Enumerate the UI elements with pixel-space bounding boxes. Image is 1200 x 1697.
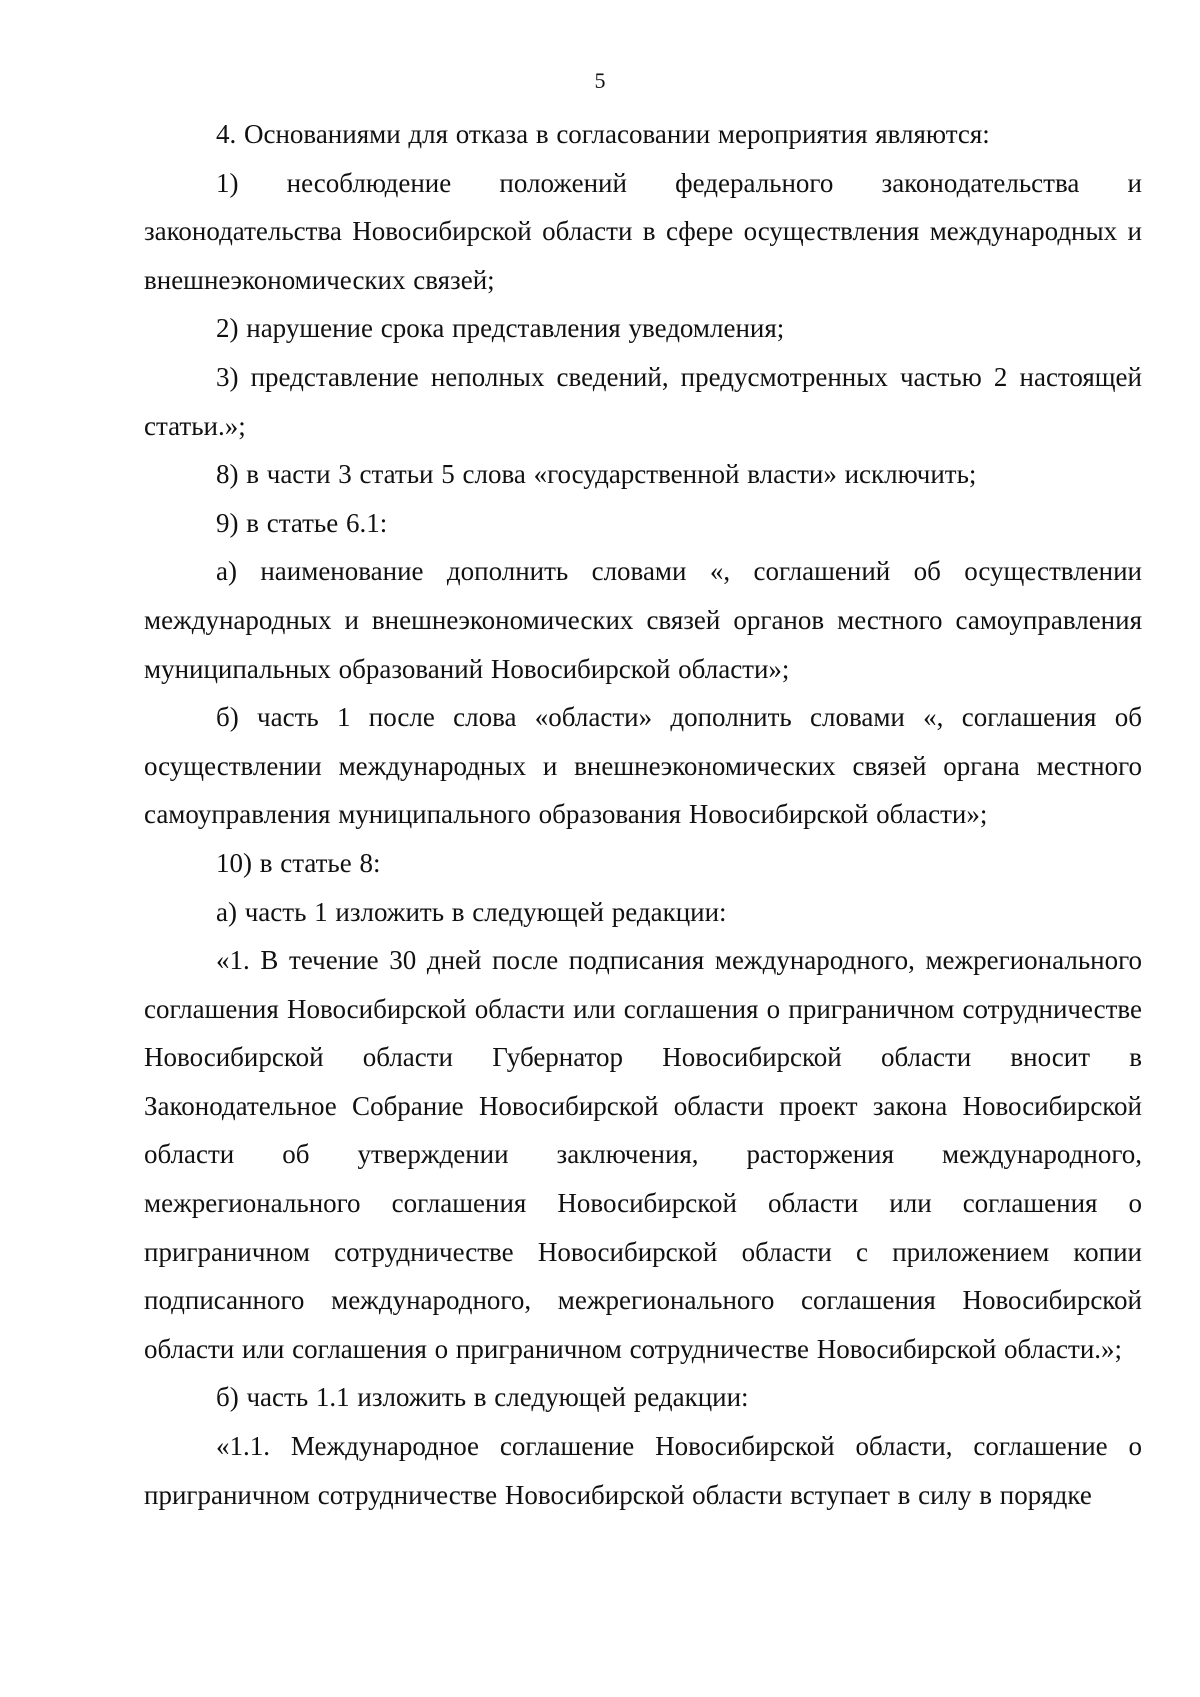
paragraph-amendment-8: 8) в части 3 статьи 5 слова «государственной власти» исключить; <box>216 459 977 490</box>
paragraph-grounds-for-refusal: 4. Основаниями для отказа в согласовании мероприятия являются: <box>216 119 990 149</box>
paragraph-amendment-10: 10) в статье 8: <box>216 847 381 878</box>
paragraph-item-1: 1) несоблюдение положений федерального законодательства и законодательства Новосибирской области в сфере осуществления международных и внешнеэкономических связей; <box>144 167 1142 295</box>
paragraph-part-1-1-text: «1.1. Международное соглашение Новосибирской области, соглашение о приграничном сотрудничестве Новосибирской области вступает в силу в порядке <box>144 1431 1142 1510</box>
paragraph-item-3: 3) представление неполных сведений, предусмотренных частью 2 настоящей статьи.»; <box>144 361 1142 441</box>
paragraph-part-1-text: «1. В течение 30 дней после подписания международного, межрегионального соглашения Новосибирской области или соглашения о приграничном сотрудничестве Новосибирской области Губернатор Новосибирской области вносит в Законодательное Собрание Новосибирской области проект закона Новосибирской области об утверждении заключения, расторжения международного, межрегионального соглашения Новосибирской области или соглашения о приграничном сотрудничестве Новосибирской области с приложением копии подписанного международного, межрегионального соглашения Новосибирской области или соглашения о приграничном сотрудничестве Новосибирской области.»; <box>144 945 1142 1364</box>
paragraph-amendment-9b: б) часть 1 после слова «области» дополнить словами «, соглашения об осуществлении международных и внешнеэкономических связей органа местного самоуправления муниципального образования Новосибирской области»; <box>144 702 1142 830</box>
document-body <box>144 110 1142 1519</box>
page-number: 5 <box>594 68 606 93</box>
paragraph-amendment-9: 9) в статье 6.1: <box>216 507 388 538</box>
paragraph-amendment-10b: б) часть 1.1 изложить в следующей редакции: <box>216 1382 749 1413</box>
paragraph-amendment-10a: а) часть 1 изложить в следующей редакции: <box>216 896 727 927</box>
paragraph-item-2: 2) нарушение срока представления уведомления; <box>216 313 785 344</box>
paragraph-amendment-9a: а) наименование дополнить словами «, соглашений об осуществлении международных и внешнеэкономических связей органов местного самоуправления муниципальных образований Новосибирской области»; <box>144 556 1142 684</box>
